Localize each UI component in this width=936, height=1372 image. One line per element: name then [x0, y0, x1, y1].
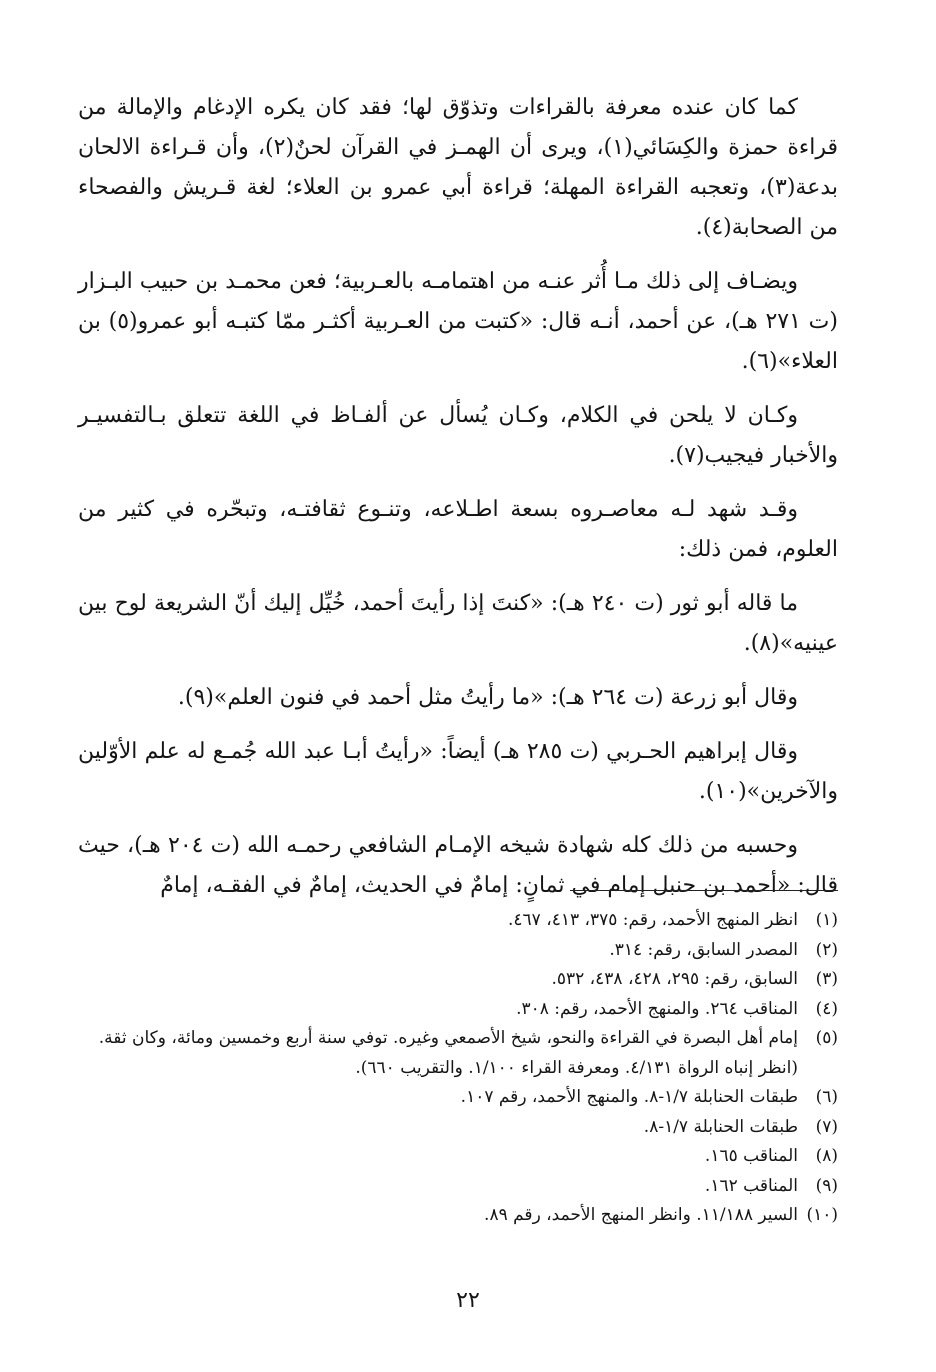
footnote-text: المناقب ١٦٥.	[704, 1146, 798, 1166]
footnote	[78, 1172, 838, 1202]
footnote-text: السير ١١/١٨٨. وانظر المنهج الأحمد، رقم ٨٩.	[484, 1205, 798, 1225]
footnote	[78, 1201, 838, 1231]
footnote-number: (٩)	[815, 1175, 838, 1196]
footnote-number: (٢)	[815, 939, 838, 960]
paragraph-arabic-interest: ويضـاف إلى ذلك مـا أُثر عنـه من اهتمامـه بالعـربية؛ فعن محمـد بن حبيب البـزار (ت ٢٧١ هـ)، عن أحمد، أنـه قال: «كتبت من العـربية أكثـر ممّا كتبـه أبو عمرو(٥) بن العلاء»(٦).	[78, 269, 838, 374]
footnote	[78, 1142, 838, 1172]
paragraph-abu-thawr: ما قاله أبو ثور (ت ٢٤٠ هـ): «كنتَ إذا رأيتَ أحمد، خُيِّل إليك أنّ الشريعة لوح بين عينيه»(٨).	[78, 591, 838, 656]
footnote	[78, 1113, 838, 1143]
footnote-number: (١٠)	[806, 1205, 838, 1225]
paragraph-shafii: وحسبه من ذلك كله شهادة شيخه الإمـام الشافعي رحمـه الله (ت ٢٠٤ هـ)، حيث قال: «أحمد بن حنبل إمام في ثمانٍ: إمامٌ في الحديث، إمامٌ في الفقـه، إمامٌ	[78, 833, 838, 898]
paragraph-speech: وكـان لا يلحن في الكلام، وكـان يُسأل عن ألفـاظ في اللغة تتعلق بـالتفسيـر والأخبار فيجيب(٧).	[78, 403, 838, 468]
footnote	[78, 936, 838, 966]
footnote-text: المصدر السابق، رقم: ٣١٤.	[609, 939, 798, 960]
footnote-number: (٥)	[815, 1028, 838, 1048]
page-number: ٢٢	[456, 1288, 480, 1313]
footnotes	[78, 906, 838, 1231]
footnote-text: انظر المنهج الأحمد، رقم: ٣٧٥، ٤١٣، ٤٦٧.	[507, 910, 798, 930]
footnote-separator	[570, 890, 838, 891]
footnote-text: المناقب ١٦٢.	[704, 1175, 798, 1196]
footnote-text: السابق، رقم: ٢٩٥، ٤٢٨، ٤٣٨، ٥٣٢.	[551, 969, 798, 989]
footnote	[78, 1024, 838, 1083]
footnote-number: (٣)	[815, 969, 838, 989]
footnote-number: (٨)	[815, 1146, 838, 1166]
main-text	[78, 88, 838, 920]
paragraph-contemporaries: وقـد شهد لـه معاصـروه بسعة اطـلاعه، وتنـوع ثقافتـه، وتبحّره في كثير من العلوم، فمن ذلك:	[78, 497, 838, 562]
footnote-number: (٤)	[815, 998, 838, 1019]
footnote-number: (٧)	[815, 1116, 838, 1137]
paragraph-abu-zurah: وقال أبو زرعة (ت ٢٦٤ هـ): «ما رأيتُ مثل أحمد في فنون العلم»(٩).	[177, 685, 798, 710]
footnote	[78, 965, 838, 995]
paragraph-readings: كما كان عنده معرفة بالقراءات وتذوّق لها؛ فقد كان يكره الإدغام والإمالة من قراءة حمزة والكِسَائي(١)، ويرى أن الهمـز في القرآن لحنٌ(٢)، وأن قـراءة الالحان بدعة(٣)، وتعجبه القراءة المهلة؛ قراءة أبي عمرو بن العلاء؛ لغة قـريش والفصحاء من الصحابة(٤).	[78, 95, 839, 240]
footnote-text: طبقات الحنابلة ١/٧-٨. والمنهج الأحمد، رقم ١٠٧.	[460, 1087, 798, 1107]
footnote-number: (٦)	[815, 1087, 838, 1107]
footnote	[78, 906, 838, 936]
footnote-text: إمام أهل البصرة في القراءة والنحو، شيخ الأصمعي وغيره. توفي سنة أربع وخمسين ومائة، وكان ثقة. (انظر إنباه الرواة ٤/١٣١. ومعرفة القراء ١/١٠٠. والتقريب ٦٦٠).	[98, 1028, 798, 1078]
footnote	[78, 995, 838, 1025]
footnote	[78, 1083, 838, 1113]
paragraph-harbi: وقال إبراهيم الحـربي (ت ٢٨٥ هـ) أيضاً: «رأيتُ أبـا عبد الله جُمـع له علم الأوّلين والآخرين»(١٠).	[78, 739, 838, 804]
footnote-text: طبقات الحنابلة ١/٧-٨.	[643, 1116, 798, 1137]
footnote-text: المناقب ٢٦٤. والمنهج الأحمد، رقم: ٣٠٨.	[516, 998, 798, 1019]
footnote-number: (١)	[815, 910, 838, 930]
